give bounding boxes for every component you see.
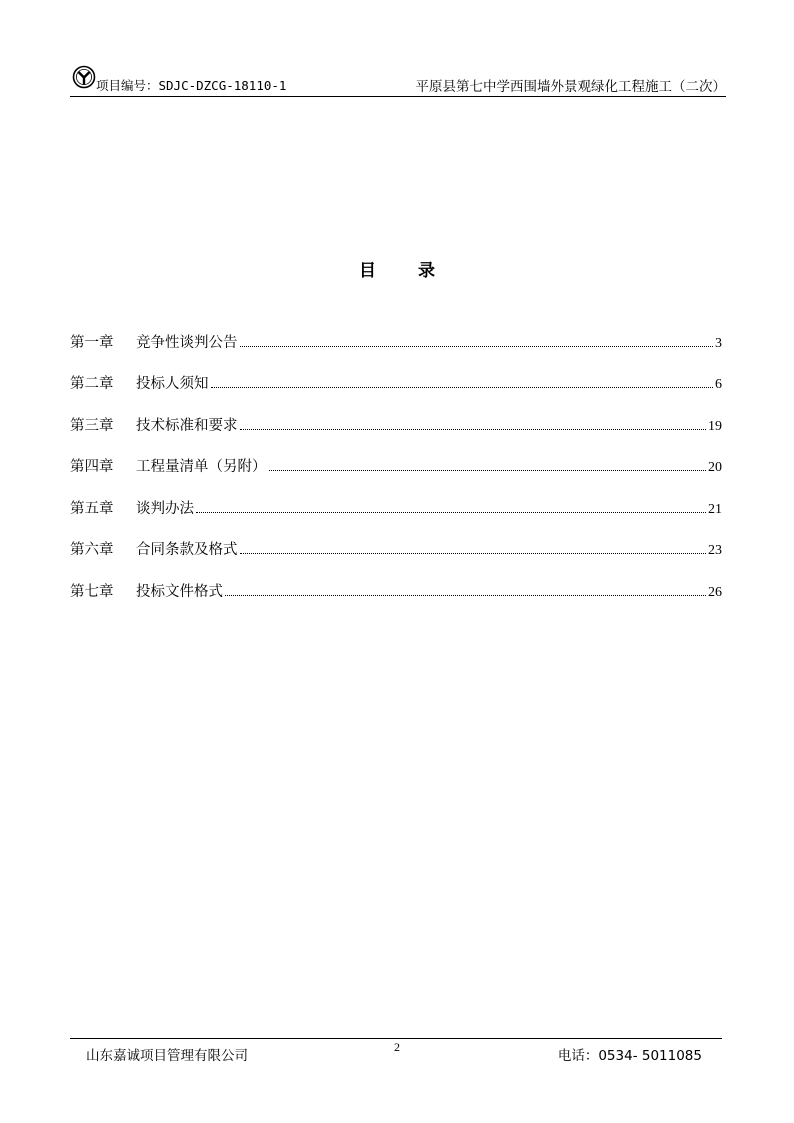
toc-page-number: 21 bbox=[708, 501, 722, 517]
company-logo-icon bbox=[72, 65, 96, 89]
toc-leader-dots bbox=[196, 512, 706, 513]
toc-chapter: 第一章 bbox=[70, 334, 114, 351]
toc-entry[interactable] bbox=[70, 352, 722, 394]
page-number: 2 bbox=[394, 1040, 400, 1054]
toc-leader-dots bbox=[211, 387, 714, 388]
toc-entry[interactable] bbox=[70, 310, 722, 352]
toc-page-number: 3 bbox=[715, 335, 722, 351]
toc-chapter: 第三章 bbox=[70, 417, 114, 434]
toc-label: 竞争性谈判公告 bbox=[136, 334, 238, 351]
toc-page-number: 26 bbox=[708, 584, 722, 600]
table-of-contents bbox=[70, 310, 722, 601]
company-name: 山东嘉诚项目管理有限公司 bbox=[86, 1048, 248, 1064]
toc-label: 技术标准和要求 bbox=[136, 417, 238, 434]
toc-entry[interactable] bbox=[70, 559, 722, 601]
toc-label: 合同条款及格式 bbox=[136, 542, 238, 558]
toc-chapter: 第二章 bbox=[70, 376, 114, 392]
toc-label: 投标文件格式 bbox=[136, 583, 223, 600]
phone-number: 电话：0534- 5011085 bbox=[557, 1048, 702, 1064]
toc-page-number: 23 bbox=[708, 543, 722, 558]
toc-title: 目 录 bbox=[359, 261, 453, 281]
page-header bbox=[70, 64, 726, 97]
toc-chapter: 第五章 bbox=[70, 500, 114, 517]
page-footer bbox=[70, 1038, 722, 1069]
toc-chapter: 第六章 bbox=[70, 542, 114, 558]
toc-entry[interactable] bbox=[70, 518, 722, 560]
toc-chapter: 第四章 bbox=[70, 459, 114, 475]
toc-entry[interactable] bbox=[70, 435, 722, 477]
toc-entry[interactable] bbox=[70, 393, 722, 435]
toc-page-number: 6 bbox=[715, 377, 722, 392]
toc-leader-dots bbox=[269, 470, 707, 471]
toc-page-number: 20 bbox=[708, 460, 722, 475]
toc-leader-dots bbox=[240, 346, 714, 347]
toc-label: 投标人须知 bbox=[136, 376, 209, 392]
toc-label: 谈判办法 bbox=[136, 500, 194, 517]
toc-leader-dots bbox=[225, 595, 706, 596]
toc-leader-dots bbox=[240, 553, 707, 554]
toc-leader-dots bbox=[240, 429, 707, 430]
project-number: 项目编号：SDJC-DZCG-18110-1 bbox=[96, 78, 287, 93]
toc-page-number: 19 bbox=[708, 418, 722, 434]
toc-chapter: 第七章 bbox=[70, 583, 114, 600]
toc-label: 工程量清单（另附） bbox=[136, 459, 267, 475]
toc-entry[interactable] bbox=[70, 476, 722, 518]
project-title: 平原县第七中学西围墙外景观绿化工程施工（二次） bbox=[415, 79, 726, 95]
